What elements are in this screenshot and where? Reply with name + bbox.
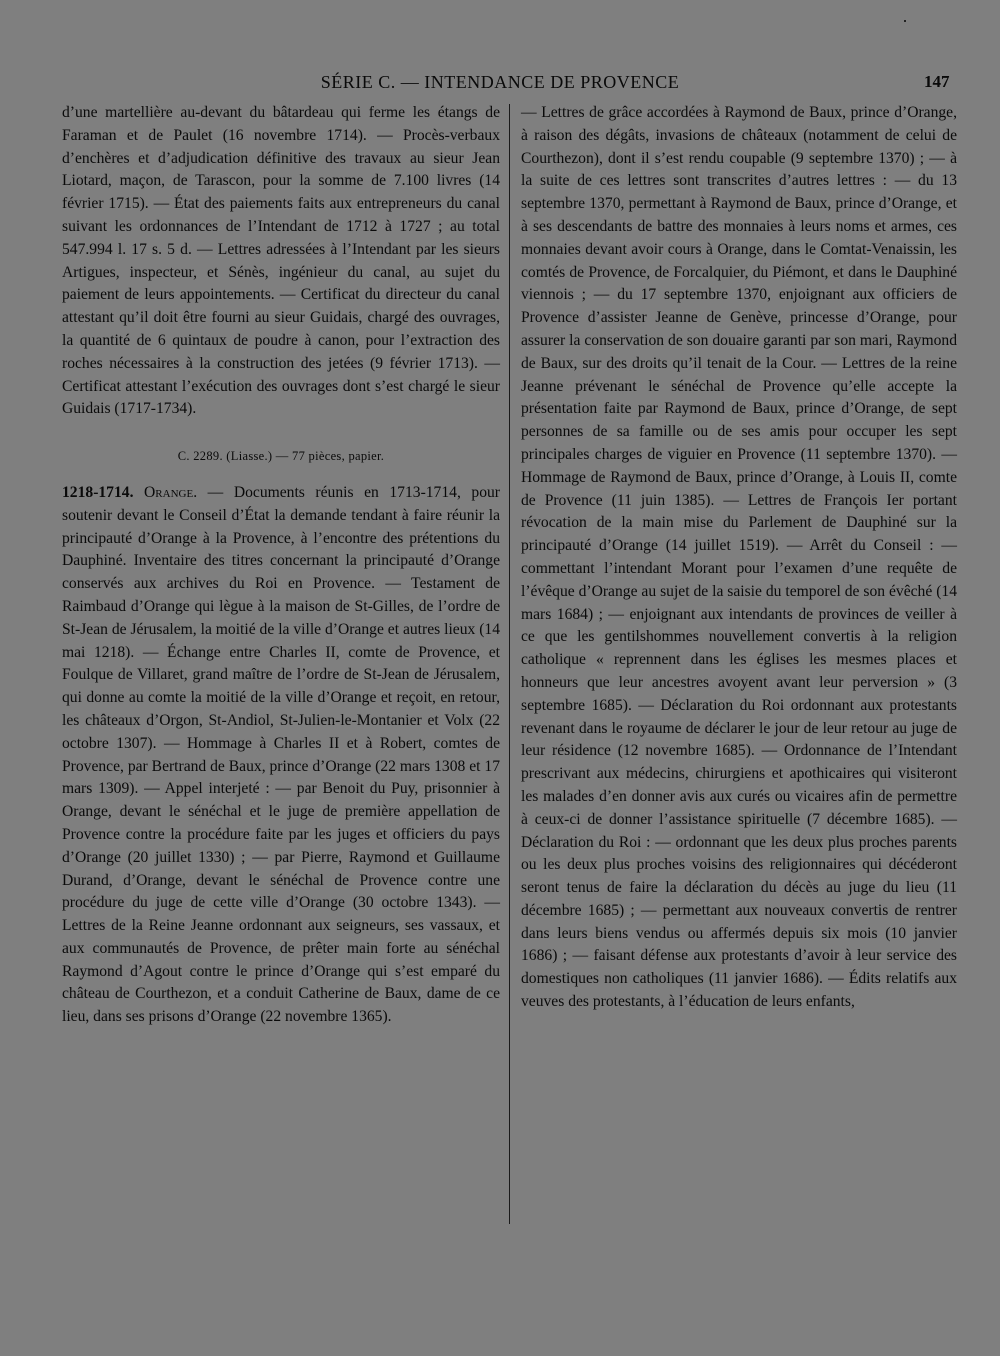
running-head: SÉRIE C. — INTENDANCE DE PROVENCE [320, 72, 680, 92]
scan-speck [904, 20, 906, 22]
column-divider [509, 104, 510, 1224]
page-header [0, 72, 1000, 98]
left-column [62, 102, 500, 1029]
entry-place: Orange. [144, 483, 198, 501]
entry-date: 1218-1714. [62, 483, 134, 501]
right-column [521, 102, 957, 1014]
entry-meta: C. 2289. (Liasse.) — 77 pièces, papier. [177, 449, 385, 464]
page-number: 147 [924, 72, 950, 91]
right-paragraph: — Lettres de grâce accordées à Raymond de Baux, prince d’Orange, à raison des dégâts, invasions de châteaux (notamment de celui de Courthezon), dont il s’est rendu coupable (9 septembre 1370) ; — à la suite de ces lettres sont transcrites d’autres lettres : — du 13 septembre 1370, permettant à Raymond de Baux, prince d’Orange, et à ses descendants de battre des monnaies à leurs noms et armes, ces monnaies devant avoir cours à Orange, dans le Comtat-Venaissin, les comtés de Provence, de Forcalquier, du Piémont, et dans le Dauphiné viennois ; — du 17 septembre 1370, enjoignant aux officiers de Provence d’assister Jeanne de Genève, princesse d’Orange, pour assurer la conservation de son douaire garanti par son mari, Raymond de Baux, sur des droits qu’il tenait de la Cour. — Lettres de la reine Jeanne prévenant le sénéchal de Provence qu’elle accepte la présentation faite par Raymond de Baux, prince d’Orange, de sept personnes de sa famille ou de ses amis pour occuper les sept principales charges de viguier en Provence (11 septembre 1370). — Hommage de Raymond de Baux, prince d’Orange, à Louis II, comte de Provence (11 juin 1385). — Lettres de François Ier portant révocation de la main mise du Parlement de Dauphiné sur la principauté d’Orange (14 juillet 1519). — Arrêt du Conseil : — commettant l’intendant Morant pour l’examen d’une requête de l’évêque d’Orange au sujet de la saisie du temporel de son évêché (14 mars 1684) ; — enjoignant aux intendants de provinces de veiller à ce que les gentilshommes nouvellement convertis à la religion catholique « reprennent dans les églises les mesmes places et honneurs que leur ancestres avoyent avant leur perversion » (3 septembre 1685). — Déclaration du Roi ordonnant aux protestants revenant dans le royaume de déclarer le jour de leur retour au juge de leur résidence (12 novembre 1685). — Ordonnance de l’Intendant prescrivant aux médecins, chirurgiens et apothicaires qui visiteront les malades d’en donner avis aux curés ou vicaires afin de permettre à ceux-ci de donner l’assistance spirituelle (7 décembre 1685). — Déclaration du Roi : — ordonnant que les deux plus proches parents ou les deux plus proches voisins des religionnaires qui décéderont seront tenus de faire la déclaration du décès au juge du lieu (11 décembre 1685) ; — permettant aux nouveaux convertis de rentrer dans leurs biens vendus ou affermés depuis six mois (10 janvier 1686) ; — faisant défense aux protestants d’avoir à leur service des domestiques non catholiques (11 janvier 1686). — Édits relatifs aux veuves des protestants, à l’éducation de leurs enfants, [521, 104, 957, 1011]
continued-paragraph: d’une martellière au-devant du bâtardeau qui ferme les étangs de Faraman et de Paulet (16 novembre 1714). — Procès-verbaux d’enchères et d’adjudication définitive des travaux au sieur Jean Liotard, maçon, de Tarascon, pour la somme de 7.100 livres (14 février 1715). — État des paiements faits aux entrepreneurs du canal suivant les ordonnances de l’Intendant de 1712 à 1727 ; au total 547.994 l. 17 s. 5 d. — Lettres adressées à l’Intendant par les sieurs Artigues, inspecteur, et Sénès, ingénieur du canal, au sujet du paiement de leurs appointements. — Certificat du directeur du canal attestant qu’il doit être fourni au sieur Guidais, chargé des ouvrages, la quantité de 6 quintaux de poudre à canon, pour l’extraction des roches nécessaires à la construction des jetées (9 février 1713). — Certificat attestant l’exécution des ouvrages dont s’est chargé le sieur Guidais (1717-1734). [62, 104, 500, 418]
entry-paragraph [62, 482, 500, 1029]
entry-text: — Documents réunis en 1713-1714, pour soutenir devant le Conseil d’État la demande tendant à faire réunir la principauté d’Orange à la Provence, à l’encontre des prétentions du Dauphiné. Inventaire des titres concernant la principauté d’Orange conservés aux archives du Roi en Provence. — Testament de Raimbaud d’Orange qui lègue à la maison de St-Gilles, de l’ordre de St-Jean de Jérusalem, la moitié de la ville d’Orange et autres lieux (14 mai 1218). — Échange entre Charles II, comte de Provence, et Foulque de Villaret, grand maître de l’ordre de St-Jean de Jérusalem, qui donne au comte la moitié de la ville d’Orange et reçoit, en retour, les châteaux d’Orgon, St-Andiol, St-Julien-le-Montanier et Volx (22 octobre 1307). — Hommage à Charles II et à Robert, comtes de Provence, par Bertrand de Baux, prince d’Orange (22 mars 1308 et 17 mars 1309). — Appel interjeté : — par Benoit du Puy, prisonnier à Orange, devant le sénéchal et le juge de première appellation de Provence contre la procédure faite par les juges et officiers du pays d’Orange (20 juillet 1330) ; — par Pierre, Raymond et Guillaume Durand, d’Orange, devant le sénéchal de Provence contre une procédure du juge de cette ville d’Orange (30 octobre 1343). — Lettres de la Reine Jeanne ordonnant aux seigneurs, ses vassaux, et aux communautés de Provence, de prêter main forte au sénéchal Raymond d’Agout contre le prince d’Orange qui s’est emparé du château de Courthezon, et a conduit Catherine de Baux, dame de ce lieu, dans ses prisons d’Orange (22 novembre 1365). [62, 483, 500, 1026]
